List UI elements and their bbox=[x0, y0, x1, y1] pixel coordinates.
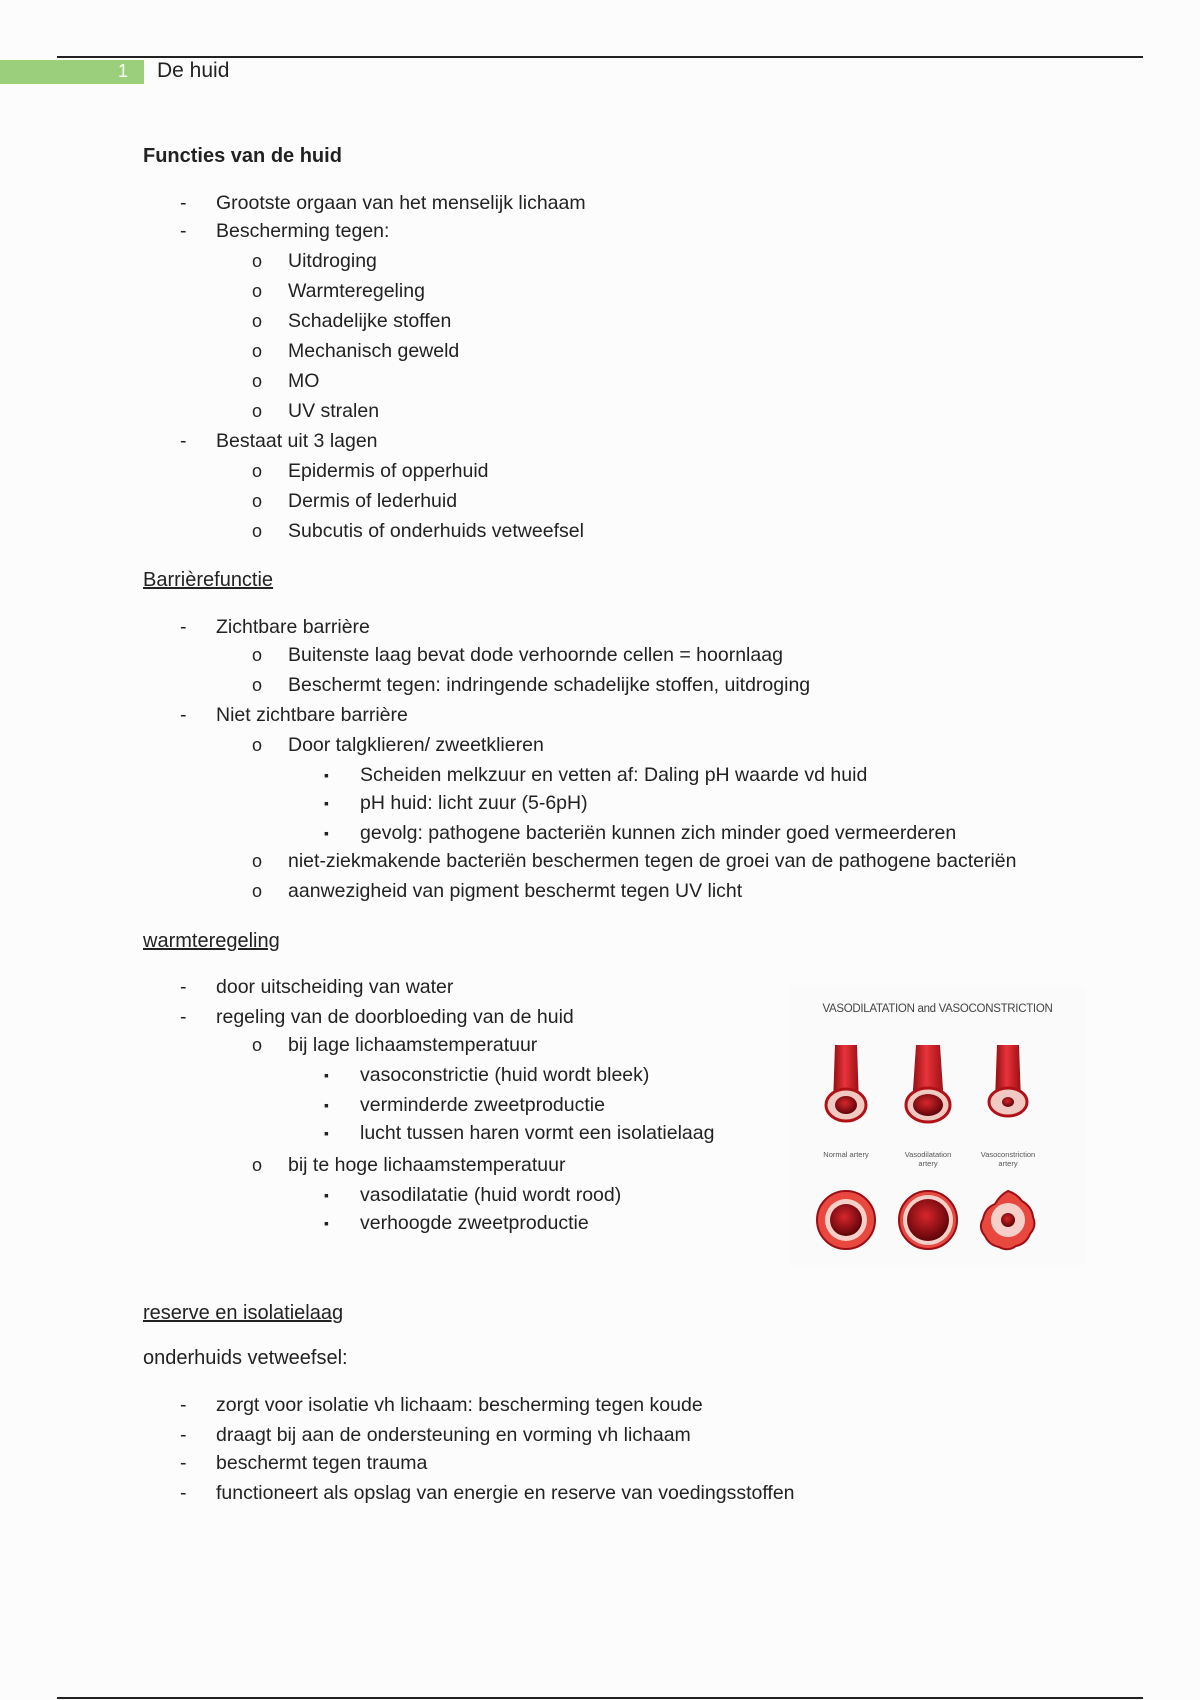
bullet-marker: ▪ bbox=[324, 1215, 329, 1231]
figure-title: VASODILATATION and VASOCONSTRICTION bbox=[822, 1003, 1053, 1015]
list-item: beschermt tegen trauma bbox=[216, 1452, 428, 1474]
bullet-marker: o bbox=[252, 735, 263, 755]
header-rule bbox=[57, 56, 1143, 58]
label-normal-artery: Normal artery bbox=[823, 1150, 869, 1159]
list-item: lucht tussen haren vormt een isolatielaag bbox=[360, 1122, 715, 1144]
bullet-marker: ▪ bbox=[324, 1125, 329, 1141]
bullet-marker: - bbox=[180, 704, 187, 726]
bullet-marker: ▪ bbox=[324, 795, 329, 811]
dilated-cross-section-lumen bbox=[907, 1199, 949, 1241]
list-item: Zichtbare barrière bbox=[216, 616, 370, 638]
bullet-marker: o bbox=[252, 491, 263, 511]
list-item: Warmteregeling bbox=[288, 280, 425, 302]
list-item: Uitdroging bbox=[288, 250, 377, 272]
bullet-marker: o bbox=[252, 881, 263, 901]
bullet-marker: - bbox=[180, 220, 187, 242]
list-item: Schadelijke stoffen bbox=[288, 310, 452, 332]
list-item: verhoogde zweetproductie bbox=[360, 1212, 589, 1234]
list-item: Subcutis of onderhuids vetweefsel bbox=[288, 520, 584, 542]
list-item: Mechanisch geweld bbox=[288, 340, 460, 362]
list-item: Buitenste laag bevat dode verhoornde cellen = hoornlaag bbox=[288, 644, 783, 666]
list-item: Bestaat uit 3 lagen bbox=[216, 430, 378, 452]
bullet-marker: o bbox=[252, 1035, 263, 1055]
list-item: pH huid: licht zuur (5-6pH) bbox=[360, 792, 588, 814]
list-item: vasoconstrictie (huid wordt bleek) bbox=[360, 1064, 650, 1086]
list-item: MO bbox=[288, 370, 320, 392]
bullet-marker: - bbox=[180, 976, 187, 998]
list-item: regeling van de doorbloeding van de huid bbox=[216, 1006, 574, 1028]
normal-artery-lumen bbox=[835, 1096, 857, 1114]
chapter-title: De huid bbox=[157, 59, 230, 82]
list-item: Niet zichtbare barrière bbox=[216, 704, 408, 726]
bullet-marker: o bbox=[252, 461, 263, 481]
bullet-marker: o bbox=[252, 311, 263, 331]
bullet-marker: o bbox=[252, 401, 263, 421]
bullet-marker: o bbox=[252, 1155, 263, 1175]
label-vasodilatation-artery: Vasodilatation artery bbox=[904, 1150, 952, 1168]
bullet-marker: ▪ bbox=[324, 1187, 329, 1203]
bullet-marker: o bbox=[252, 341, 263, 361]
bullet-marker: - bbox=[180, 1006, 187, 1028]
list-item: functioneert als opslag van energie en reserve van voedingsstoffen bbox=[216, 1482, 795, 1504]
bullet-marker: o bbox=[252, 251, 263, 271]
bullet-marker: - bbox=[180, 1424, 187, 1446]
bullet-marker: - bbox=[180, 1452, 187, 1474]
bullet-marker: o bbox=[252, 521, 263, 541]
section-title-barriere: Barrièrefunctie bbox=[143, 569, 274, 591]
section-title-functies: Functies van de huid bbox=[143, 145, 342, 167]
list-item: niet-ziekmakende bacteriën beschermen tegen de groei van de pathogene bacteriën bbox=[288, 850, 1017, 872]
list-item: Beschermt tegen: indringende schadelijke stoffen, uitdroging bbox=[288, 674, 811, 696]
bullet-marker: - bbox=[180, 192, 187, 214]
bullet-marker: - bbox=[180, 430, 187, 452]
bullet-marker: - bbox=[180, 616, 187, 638]
artery-illustration bbox=[790, 985, 1085, 1265]
bullet-marker: o bbox=[252, 371, 263, 391]
constricted-cross-section-lumen bbox=[1001, 1213, 1015, 1227]
list-item: bij lage lichaamstemperatuur bbox=[288, 1034, 538, 1056]
bullet-marker: ▪ bbox=[324, 1097, 329, 1113]
chapter-number: 1 bbox=[118, 61, 129, 81]
list-item: Epidermis of opperhuid bbox=[288, 460, 489, 482]
bullet-marker: ▪ bbox=[324, 825, 329, 841]
section-title-warmte: warmteregeling bbox=[143, 930, 280, 952]
list-item: Bescherming tegen: bbox=[216, 220, 390, 242]
list-item: verminderde zweetproductie bbox=[360, 1094, 605, 1116]
list-item: Scheiden melkzuur en vetten af: Daling pH waarde vd huid bbox=[360, 764, 868, 786]
constricted-artery-lumen bbox=[1002, 1097, 1014, 1107]
list-item: Door talgklieren/ zweetklieren bbox=[288, 734, 544, 756]
label-vasoconstriction-artery: Vasoconstriction artery bbox=[980, 1150, 1036, 1168]
list-item: Dermis of lederhuid bbox=[288, 490, 458, 512]
bullet-marker: o bbox=[252, 851, 263, 871]
list-item: door uitscheiding van water bbox=[216, 976, 454, 998]
bullet-marker: o bbox=[252, 281, 263, 301]
bullet-marker: ▪ bbox=[324, 1067, 329, 1083]
bullet-marker: - bbox=[180, 1394, 187, 1416]
footer-rule bbox=[57, 1697, 1143, 1699]
list-item: aanwezigheid van pigment beschermt tegen UV licht bbox=[288, 880, 743, 902]
list-item: Grootste orgaan van het menselijk lichaam bbox=[216, 192, 586, 214]
list-item: draagt bij aan de ondersteuning en vorming vh lichaam bbox=[216, 1424, 691, 1446]
list-item: bij te hoge lichaamstemperatuur bbox=[288, 1154, 566, 1176]
vasodilatation-figure bbox=[790, 985, 1085, 1265]
bullet-marker: o bbox=[252, 645, 263, 665]
list-item: gevolg: pathogene bacteriën kunnen zich minder goed vermeerderen bbox=[360, 822, 957, 844]
list-item: UV stralen bbox=[288, 400, 380, 422]
normal-cross-section-lumen bbox=[830, 1204, 862, 1236]
section-subtitle-reserve: onderhuids vetweefsel: bbox=[143, 1347, 348, 1369]
list-item: vasodilatatie (huid wordt rood) bbox=[360, 1184, 622, 1206]
bullet-marker: ▪ bbox=[324, 767, 329, 783]
section-title-reserve: reserve en isolatielaag bbox=[143, 1302, 344, 1324]
bullet-marker: o bbox=[252, 675, 263, 695]
dilated-artery-lumen bbox=[913, 1094, 943, 1116]
bullet-marker: - bbox=[180, 1482, 187, 1504]
list-item: zorgt voor isolatie vh lichaam: bescherming tegen koude bbox=[216, 1394, 703, 1416]
